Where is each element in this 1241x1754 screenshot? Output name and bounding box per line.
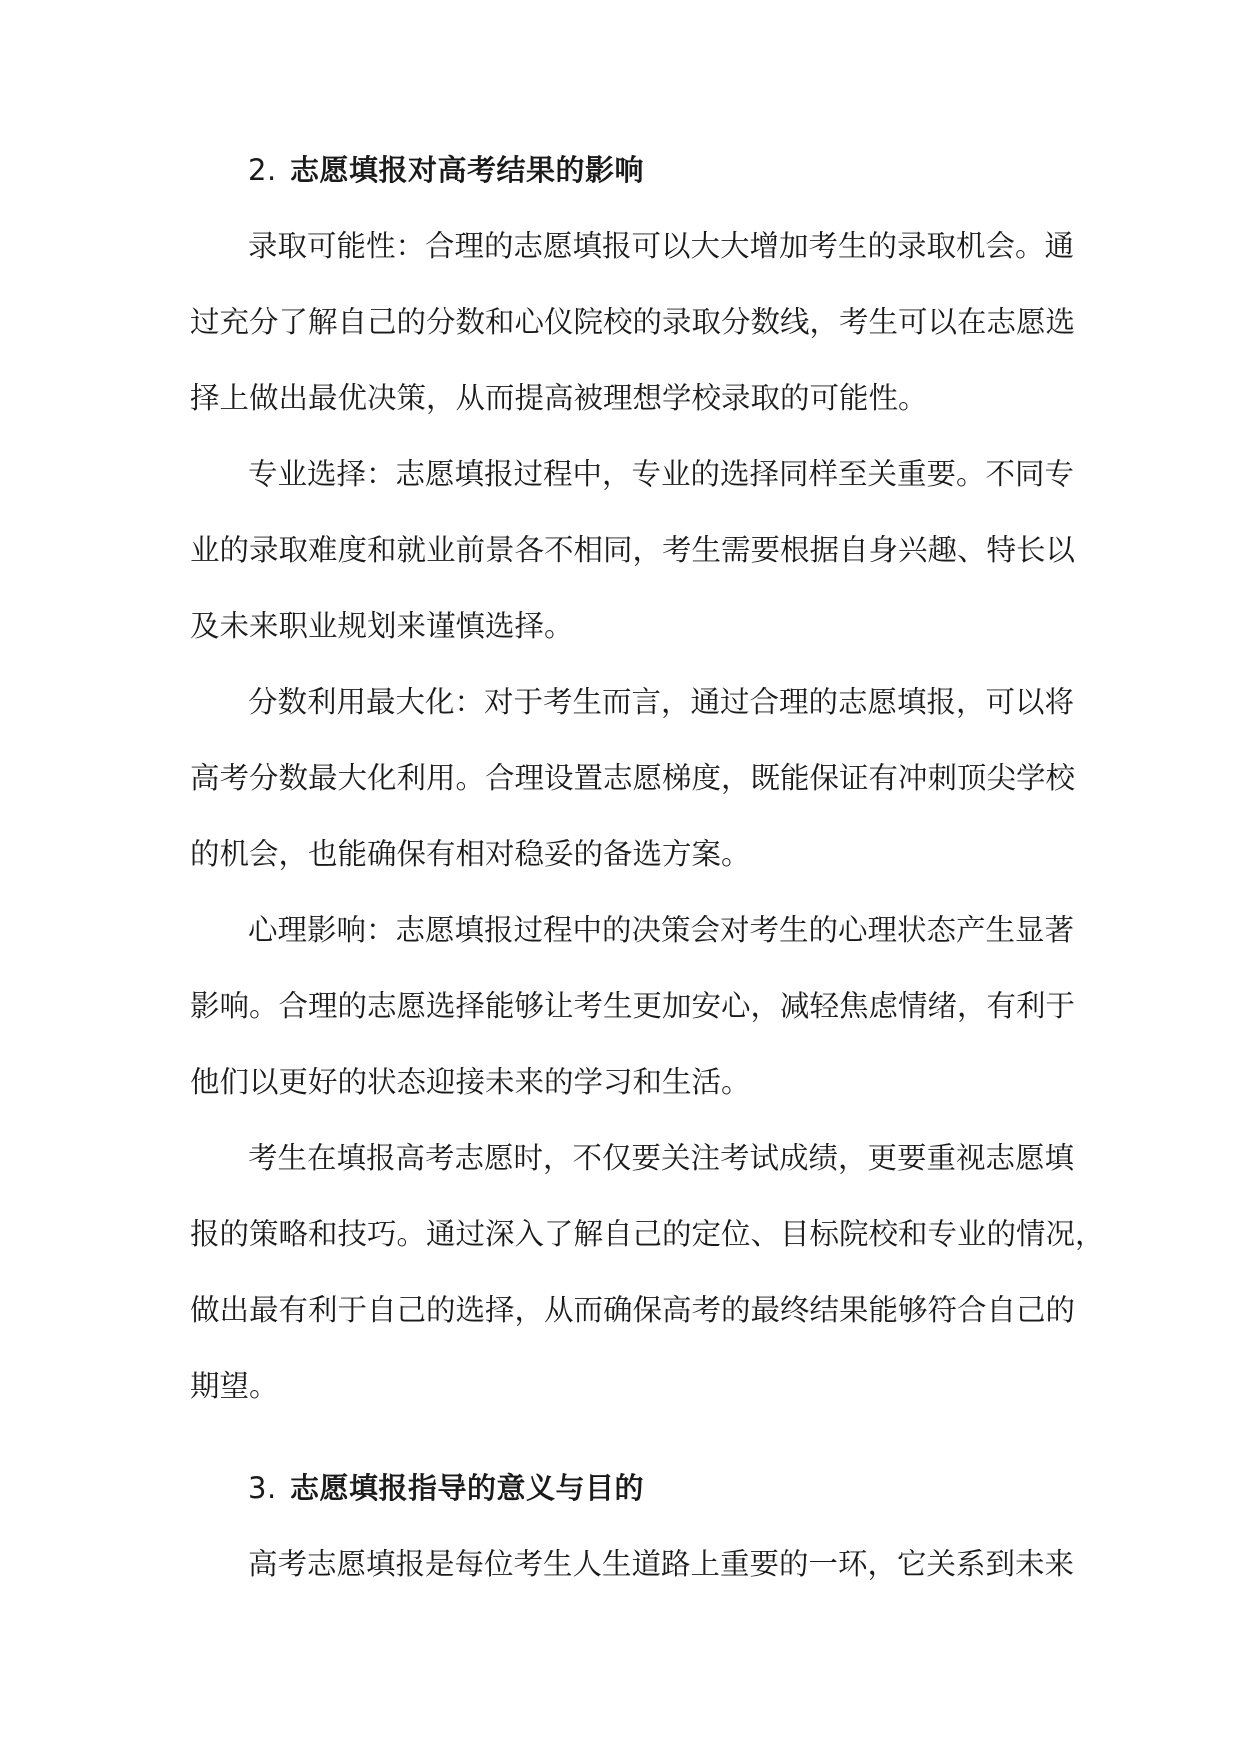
paragraph-line: 影响。合理的志愿选择能够让考生更加安心，减轻焦虑情绪，有利于 (190, 989, 1076, 1023)
paragraph-line: 做出最有利于自己的选择，从而确保高考的最终结果能够符合自己的 (190, 1293, 1076, 1327)
paragraph-line: 业的录取难度和就业前景各不相同，考生需要根据自身兴趣、特长以 (190, 533, 1076, 567)
section-heading-2 (248, 150, 644, 190)
section-number: 2. (248, 153, 277, 187)
paragraph-line: 高考分数最大化利用。合理设置志愿梯度，既能保证有冲刺顶尖学校 (190, 761, 1076, 795)
paragraph-line: 期望。 (190, 1369, 279, 1403)
paragraph-line: 报的策略和技巧。通过深入了解自己的定位、目标院校和专业的情况， (190, 1217, 1105, 1251)
paragraph-line: 分数利用最大化：对于考生而言，通过合理的志愿填报，可以将 (248, 685, 1075, 719)
section-heading-3 (248, 1468, 644, 1508)
section-number: 3. (248, 1471, 277, 1505)
paragraph-line: 心理影响：志愿填报过程中的决策会对考生的心理状态产生显著 (248, 913, 1075, 947)
section-title: 志愿填报指导的意义与目的 (290, 1471, 645, 1505)
section-title: 志愿填报对高考结果的影响 (290, 153, 645, 187)
paragraph-line: 及未来职业规划来谨慎选择。 (190, 609, 574, 643)
paragraph-line: 过充分了解自己的分数和心仪院校的录取分数线，考生可以在志愿选 (190, 305, 1076, 339)
paragraph-line: 高考志愿填报是每位考生人生道路上重要的一环，它关系到未来 (248, 1547, 1075, 1581)
paragraph-line: 择上做出最优决策，从而提高被理想学校录取的可能性。 (190, 381, 928, 415)
paragraph-line: 专业选择：志愿填报过程中，专业的选择同样至关重要。不同专 (248, 457, 1075, 491)
paragraph-line: 他们以更好的状态迎接未来的学习和生活。 (190, 1065, 751, 1099)
paragraph-line: 的机会，也能确保有相对稳妥的备选方案。 (190, 837, 751, 871)
paragraph-line: 录取可能性：合理的志愿填报可以大大增加考生的录取机会。通 (248, 229, 1075, 263)
paragraph-line: 考生在填报高考志愿时，不仅要关注考试成绩，更要重视志愿填 (248, 1141, 1075, 1175)
